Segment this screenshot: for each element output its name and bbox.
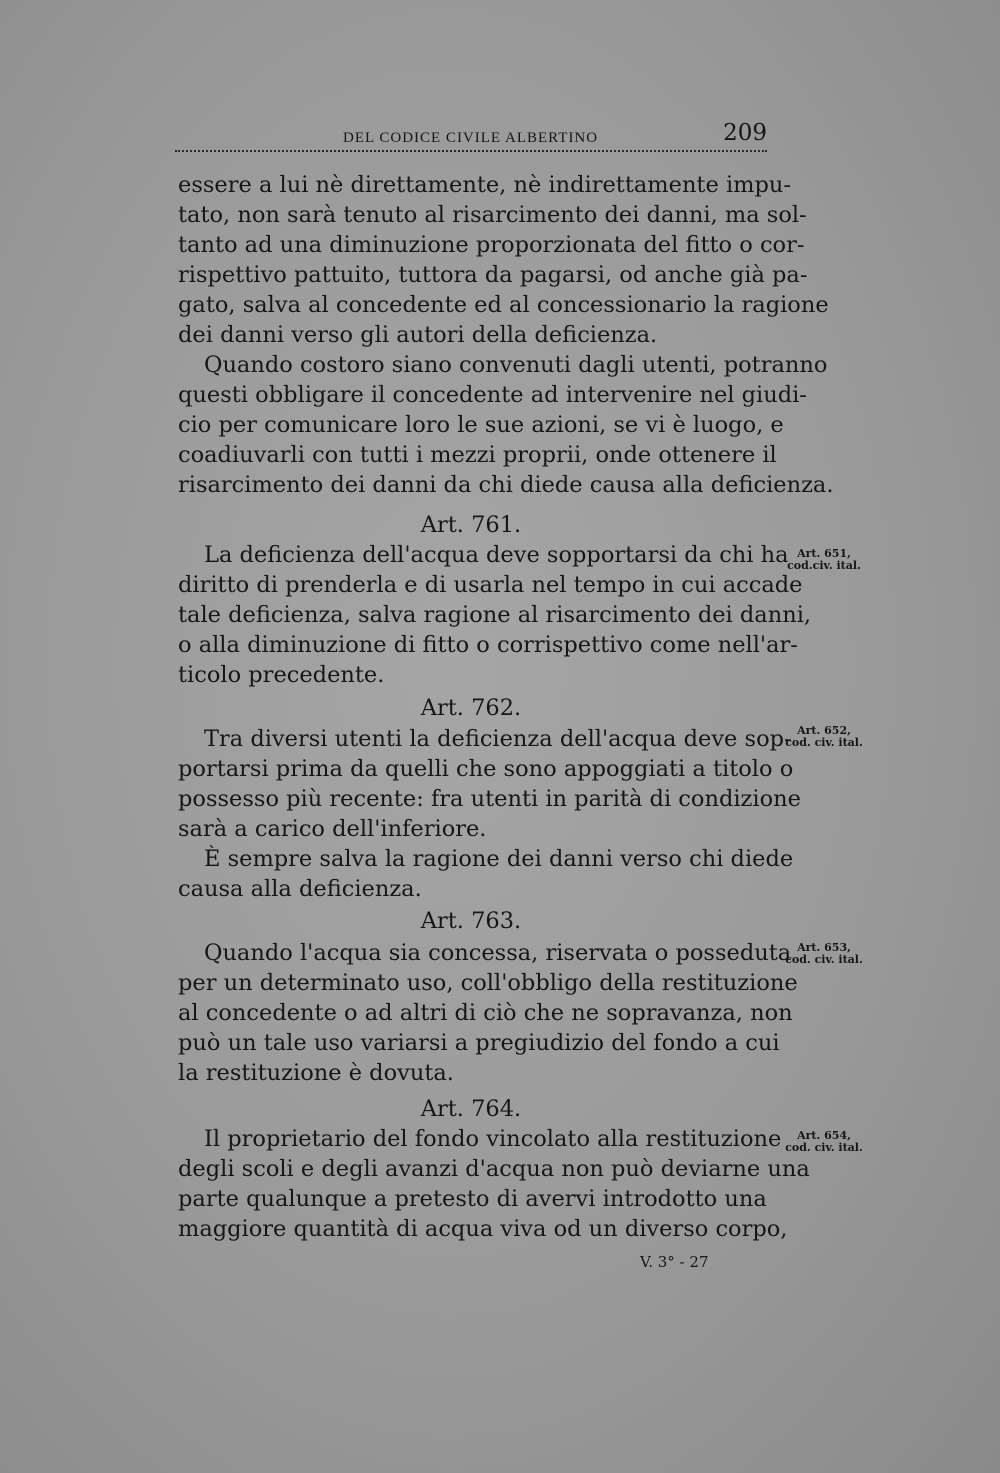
article-heading: Art. 764.: [420, 1096, 522, 1122]
running-title: DEL CODICE CIVILE ALBERTINO: [343, 130, 599, 146]
text-line: tanto ad una diminuzione proporzionata del fitto o cor-: [178, 232, 805, 258]
text-line: risarcimento dei danni da chi diede causa alla deficienza.: [178, 472, 834, 498]
text-line: degli scoli e degli avanzi d'acqua non può deviarne una: [178, 1156, 810, 1182]
margin-note: [774, 1130, 874, 1154]
text-line: tale deficienza, salva ragione al risarcimento dei danni,: [178, 602, 812, 628]
text-line: È sempre salva la ragione dei danni verso chi diede: [204, 846, 794, 872]
text-line: cio per comunicare loro le sue azioni, se vi è luogo, e: [178, 412, 784, 438]
text-line: Quando l'acqua sia concessa, riservata o posseduta: [204, 940, 792, 966]
text-line: maggiore quantità di acqua viva od un diverso corpo,: [178, 1216, 788, 1242]
text-line: questi obbligare il concedente ad intervenire nel giudi-: [178, 382, 807, 408]
margin-note: [774, 548, 874, 572]
text-line: la restituzione è dovuta.: [178, 1060, 454, 1086]
margin-note-code: cod. civ. ital.: [785, 1141, 863, 1154]
article-heading: Art. 763.: [420, 908, 522, 934]
text-line: al concedente o ad altri di ciò che ne sopravanza, non: [178, 1000, 793, 1026]
text-line: tato, non sarà tenuto al risarcimento dei danni, ma sol-: [178, 202, 807, 228]
text-line: ticolo precedente.: [178, 662, 385, 688]
page-number: 209: [723, 120, 767, 146]
text-line: rispettivo pattuito, tuttora da pagarsi, od anche già pa-: [178, 262, 808, 288]
text-line: diritto di prenderla e di usarla nel tempo in cui accade: [178, 572, 803, 598]
text-line: Quando costoro siano convenuti dagli utenti, potranno: [204, 352, 828, 378]
text-line: o alla diminuzione di fitto o corrispettivo come nell'ar-: [178, 632, 798, 658]
text-line: coadiuvarli con tutti i mezzi proprii, onde ottenere il: [178, 442, 777, 468]
margin-note-article: Art. 651,: [797, 547, 851, 560]
text-line: portarsi prima da quelli che sono appoggiati a titolo o: [178, 756, 794, 782]
text-line: Il proprietario del fondo vincolato alla restituzione: [204, 1126, 782, 1152]
article-heading: Art. 762.: [420, 695, 522, 721]
margin-note-article: Art. 654,: [797, 1129, 851, 1142]
text-line: dei danni verso gli autori della deficienza.: [178, 322, 658, 348]
text-line: per un determinato uso, coll'obbligo della restituzione: [178, 970, 798, 996]
margin-note-code: cod. civ. ital.: [785, 736, 863, 749]
text-line: sarà a carico dell'inferiore.: [178, 816, 487, 842]
article-heading: Art. 761.: [420, 512, 522, 538]
margin-note-code: cod.civ. ital.: [787, 559, 861, 572]
text-line: essere a lui nè direttamente, nè indirettamente impu-: [178, 172, 791, 198]
signature-mark: V. 3° - 27: [640, 1253, 709, 1271]
margin-note-article: Art. 653,: [797, 941, 851, 954]
text-line: può un tale uso variarsi a pregiudizio del fondo a cui: [178, 1030, 780, 1056]
margin-note-code: cod. civ. ital.: [785, 953, 863, 966]
margin-note-article: Art. 652,: [797, 724, 851, 737]
text-line: La deficienza dell'acqua deve sopportarsi da chi ha: [204, 542, 789, 568]
text-line: Tra diversi utenti la deficienza dell'acqua deve sop-: [204, 726, 792, 752]
text-line: possesso più recente: fra utenti in parità di condizione: [178, 786, 801, 812]
text-line: gato, salva al concedente ed al concessionario la ragione: [178, 292, 829, 318]
text-line: causa alla deficienza.: [178, 876, 422, 902]
text-line: parte qualunque a pretesto di avervi introdotto una: [178, 1186, 767, 1212]
